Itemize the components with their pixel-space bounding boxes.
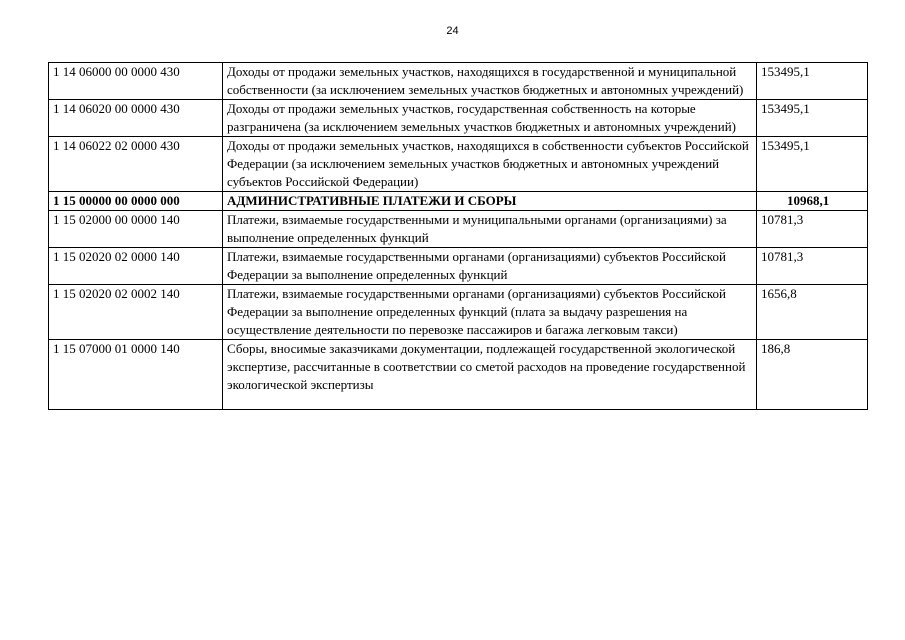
budget-description: Сборы, вносимые заказчиками документации, подлежащей государственной экологической экспертизе, рассчитанные в соответствии со сметой расходов на проведение государственной экологической экспертизы: [223, 340, 757, 410]
budget-description: Платежи, взимаемые государственными органами (организациями) субъектов Российской Федерации за выполнение определенных функций: [223, 248, 757, 285]
page-number: 24: [446, 25, 459, 37]
budget-amount: 10781,3: [757, 211, 868, 248]
budget-amount: 1656,8: [757, 285, 868, 340]
budget-description: Платежи, взимаемые государственными органами (организациями) субъектов Российской Федерации за выполнение определенных функций (плата за выдачу разрешения на осуществление деятельности по перевозке пассажиров и багажа легковым такси): [223, 285, 757, 340]
table-row-section: [49, 192, 868, 211]
budget-code: 1 15 02000 00 0000 140: [49, 211, 223, 248]
table-row: [49, 340, 868, 410]
budget-code: 1 15 07000 01 0000 140: [49, 340, 223, 410]
budget-code: 1 14 06022 02 0000 430: [49, 137, 223, 192]
budget-amount: 153495,1: [757, 63, 868, 100]
budget-amount: 153495,1: [757, 100, 868, 137]
budget-code: 1 15 00000 00 0000 000: [49, 192, 223, 211]
budget-amount: 153495,1: [757, 137, 868, 192]
table-row: [49, 137, 868, 192]
table-row: [49, 63, 868, 100]
table-row: [49, 100, 868, 137]
table-row: [49, 248, 868, 285]
table-row: [49, 285, 868, 340]
budget-description: Доходы от продажи земельных участков, находящихся в собственности субъектов Российской Федерации (за исключением земельных участков бюджетных и автономных учреждений субъектов Российской Федерации): [223, 137, 757, 192]
budget-code: 1 15 02020 02 0002 140: [49, 285, 223, 340]
budget-description: АДМИНИСТРАТИВНЫЕ ПЛАТЕЖИ И СБОРЫ: [223, 192, 757, 211]
budget-code: 1 15 02020 02 0000 140: [49, 248, 223, 285]
budget-description: Платежи, взимаемые государственными и муниципальными органами (организациями) за выполнение определенных функций: [223, 211, 757, 248]
budget-code: 1 14 06020 00 0000 430: [49, 100, 223, 137]
budget-description: Доходы от продажи земельных участков, находящихся в государственной и муниципальной собственности (за исключением земельных участков бюджетных и автономных учреждений): [223, 63, 757, 100]
table-row: [49, 211, 868, 248]
budget-amount: 186,8: [757, 340, 868, 410]
budget-table: [48, 62, 868, 410]
budget-amount: 10781,3: [757, 248, 868, 285]
budget-description: Доходы от продажи земельных участков, государственная собственность на которые разграничена (за исключением земельных участков бюджетных и автономных учреждений): [223, 100, 757, 137]
budget-code: 1 14 06000 00 0000 430: [49, 63, 223, 100]
budget-amount: 10968,1: [757, 192, 868, 211]
